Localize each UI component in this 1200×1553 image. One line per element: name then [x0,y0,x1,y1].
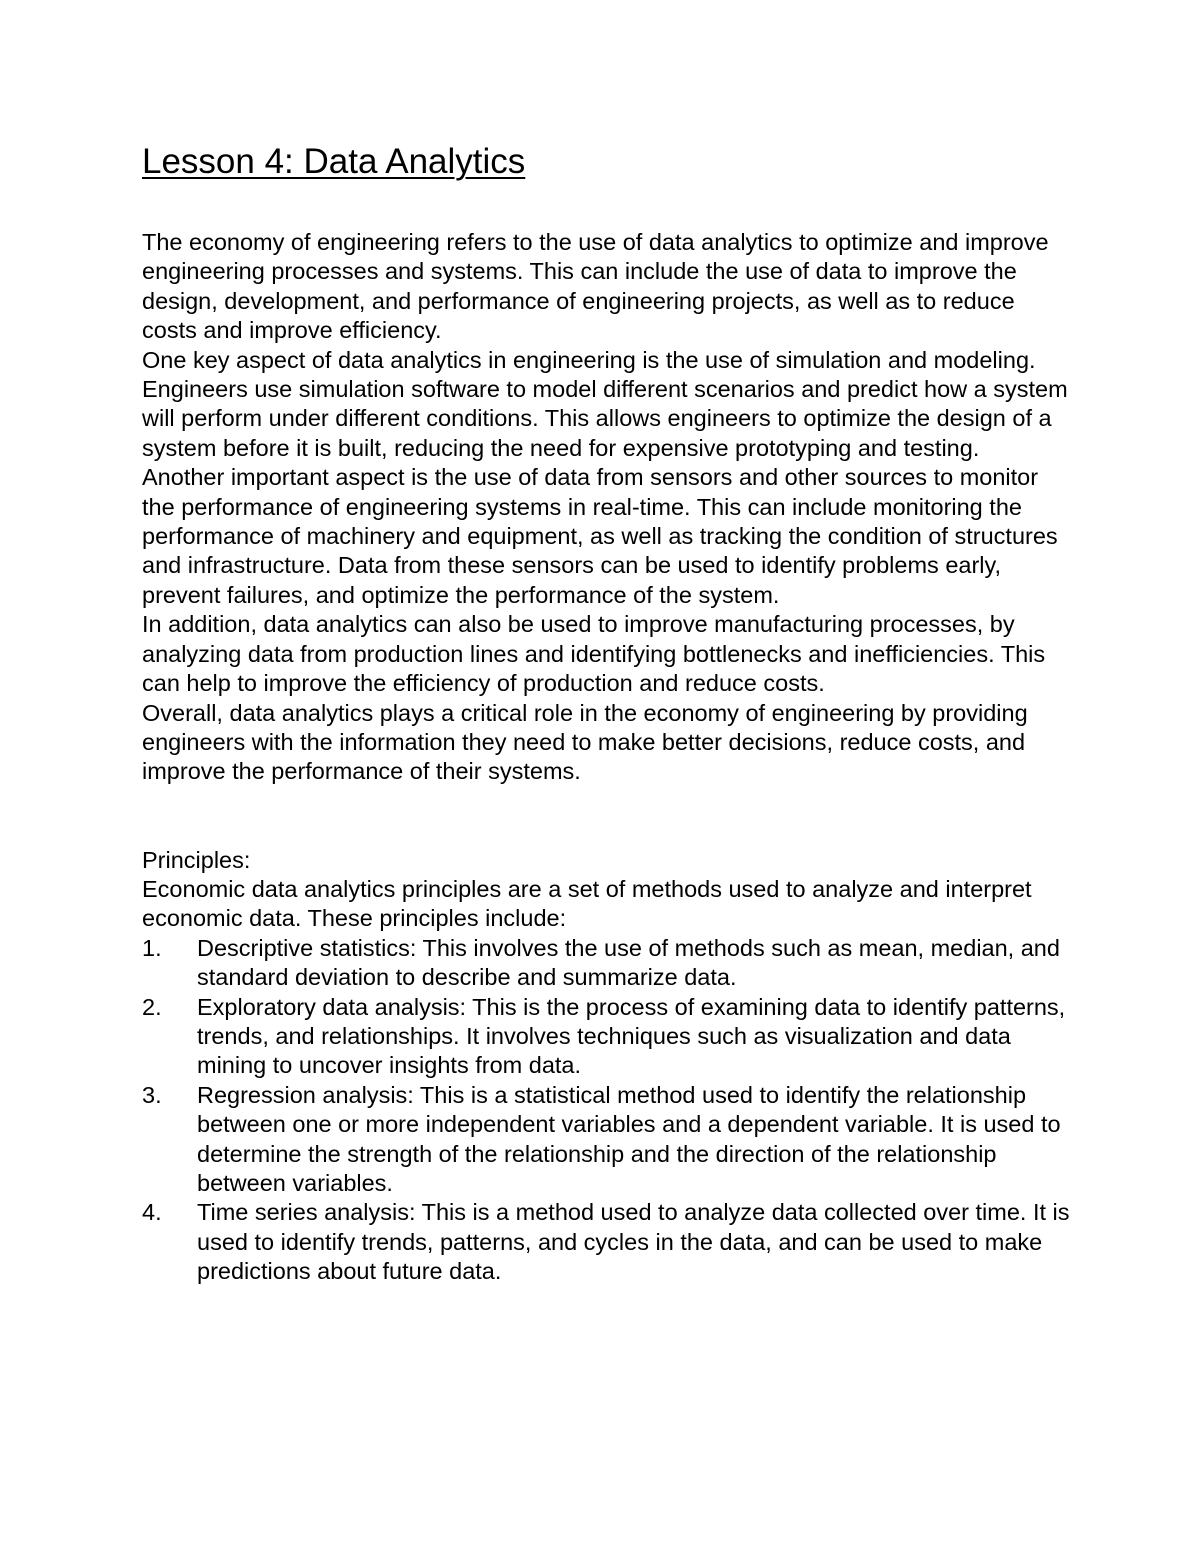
paragraph-sensors: Another important aspect is the use of data from sensors and other sources to monitor the performance of engineering systems in real-time. This can include monitoring the performance of machinery and equipment, as well as tracking the condition of structures and infrastructure. Data from these sensors can be used to identify problems early, prevent failures, and optimize the performance of the system. [142,464,1058,608]
paragraph-simulation: One key aspect of data analytics in engineering is the use of simulation and modeling. Engineers use simulation software to model different scenarios and predict how a system will perform under different conditions. This allows engineers to optimize the design of a system before it is built, reducing the need for expensive prototyping and testing. [142,346,1068,461]
principles-list [142,934,1072,1287]
list-item [142,934,1072,993]
document-body [142,228,1072,1287]
list-item [142,993,1072,1081]
principles-intro: Economic data analytics principles are a set of methods used to analyze and interpret economic data. These principles include: [142,875,1032,932]
paragraph-intro: The economy of engineering refers to the use of data analytics to optimize and improve engineering processes and systems. This can include the use of data to improve the design, development, and performance of engineering projects, as well as to reduce costs and improve efficiency. [142,229,1049,344]
list-item-text: Regression analysis: This is a statistical method used to identify the relationship between one or more independent variables and a dependent variable. It is used to determine the strength of the relationship and the direction of the relationship between variables. [197,1081,1061,1196]
list-item-number: 1. [142,934,162,961]
list-item-number: 4. [142,1199,162,1226]
document-page [142,138,1072,1287]
paragraph-overall: Overall, data analytics plays a critical role in the economy of engineering by providing engineers with the information they need to make better decisions, reduce costs, and improve the performance of their systems. [142,699,1028,785]
list-item-text: Exploratory data analysis: This is the process of examining data to identify patterns, trends, and relationships. It involves techniques such as visualization and data mining to uncover insights from data. [197,993,1066,1079]
list-item-number: 3. [142,1081,162,1108]
list-item-text: Descriptive statistics: This involves the use of methods such as mean, median, and standard deviation to describe and summarize data. [197,934,1060,991]
list-item-number: 2. [142,993,162,1020]
principles-heading: Principles: [142,846,251,873]
list-item [142,1198,1072,1286]
list-item-text: Time series analysis: This is a method used to analyze data collected over time. It is used to identify trends, patterns, and cycles in the data, and can be used to make predictions about future data. [197,1199,1070,1285]
paragraph-manufacturing: In addition, data analytics can also be used to improve manufacturing processes, by analyzing data from production lines and identifying bottlenecks and inefficiencies. This can help to improve the efficiency of production and reduce costs. [142,611,1046,697]
document-title: Lesson 4: Data Analytics [142,142,526,181]
list-item [142,1081,1072,1199]
